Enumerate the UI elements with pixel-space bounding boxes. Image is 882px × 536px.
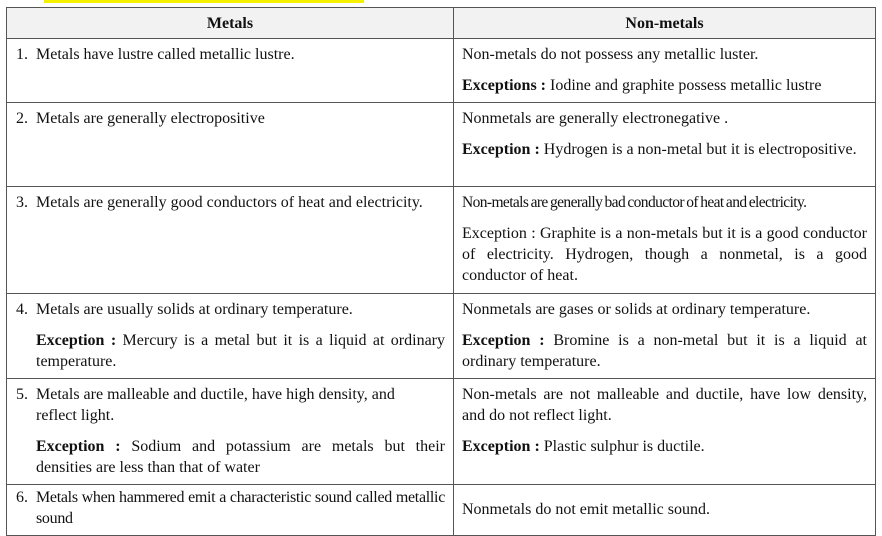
table-header-row (7, 8, 876, 39)
exception-text: Sodium and potassium are metals but their densities are less than that of water (36, 438, 445, 476)
nonmetal-cell (454, 379, 876, 485)
exception-label: Exception : (36, 438, 121, 455)
table-row (7, 187, 876, 294)
row-number: 4. (16, 301, 28, 318)
metal-text: Metals when hammered emit a characteristic sound called metallic sound (36, 489, 445, 527)
nonmetal-text: Non-metals are not malleable and ductile, have low density, and do not reflect light. (462, 386, 867, 424)
table-row (7, 379, 876, 485)
row-number: 3. (16, 194, 28, 211)
table-row (7, 485, 876, 536)
exception-text: Iodine and graphite possess metallic lustre (546, 77, 822, 94)
nonmetal-exception (462, 330, 867, 372)
nonmetal-exception: Exception : Graphite is a non-metals but it is a good conductor of electricity. Hydrogen, though a nonmetal, is a good conductor of heat. (462, 225, 867, 284)
highlight-mark (44, 0, 364, 3)
exception-label: Exception : (462, 141, 540, 158)
metal-exception (16, 436, 445, 478)
metal-text: Metals are generally good conductors of heat and electricity. (36, 194, 423, 211)
row-number: 2. (16, 110, 28, 127)
metal-text: Metals are malleable and ductile, have high density, and reflect light. (36, 386, 395, 424)
nonmetal-text: Non-metals do not possess any metallic luster. (462, 46, 759, 63)
metal-cell (7, 294, 454, 379)
metal-cell (7, 103, 454, 187)
metal-cell (7, 485, 454, 536)
nonmetal-cell (454, 485, 876, 536)
exception-text: Mercury is a metal but it is a liquid at ordinary temperature. (36, 332, 446, 370)
metal-cell (7, 187, 454, 294)
metals-nonmetals-table (6, 7, 876, 536)
exception-label: Exception : (462, 332, 545, 349)
exception-text: Hydrogen is a non-metal but it is electropositive. (539, 141, 857, 158)
metal-text: Metals are usually solids at ordinary temperature. (36, 301, 353, 318)
metal-cell (7, 379, 454, 485)
nonmetal-text: Nonmetals are gases or solids at ordinary temperature. (462, 301, 811, 318)
exception-label: Exception : (36, 332, 117, 349)
metal-text: Metals have lustre called metallic lustre. (36, 46, 295, 63)
nonmetal-cell (454, 39, 876, 103)
exception-text: Plastic sulphur is ductile. (539, 438, 705, 455)
nonmetal-cell (454, 187, 876, 294)
nonmetal-cell (454, 103, 876, 187)
metal-exception (16, 330, 445, 372)
metal-cell (7, 39, 454, 103)
header-nonmetals: Non-metals (454, 8, 876, 39)
table-row (7, 103, 876, 187)
row-number: 5. (16, 386, 28, 403)
row-number: 1. (16, 46, 28, 63)
nonmetal-exception (462, 75, 867, 96)
nonmetal-text: Non-metals are generally bad conductor of heat and electricity. (462, 194, 807, 211)
nonmetal-exception (462, 436, 867, 457)
row-number: 6. (16, 489, 28, 506)
table-row (7, 294, 876, 379)
exception-label: Exceptions : (462, 77, 546, 94)
nonmetal-cell (454, 294, 876, 379)
nonmetal-text: Nonmetals are generally electronegative . (462, 110, 729, 127)
nonmetal-exception (462, 139, 867, 160)
metal-text: Metals are generally electropositive (36, 110, 265, 127)
table-row (7, 39, 876, 103)
nonmetal-text: Nonmetals do not emit metallic sound. (462, 501, 710, 518)
exception-label: Exception : (462, 438, 540, 455)
header-metals: Metals (7, 8, 454, 39)
exception-text: Bromine is a non-metal but it is a liquid at ordinary temperature. (462, 332, 867, 370)
